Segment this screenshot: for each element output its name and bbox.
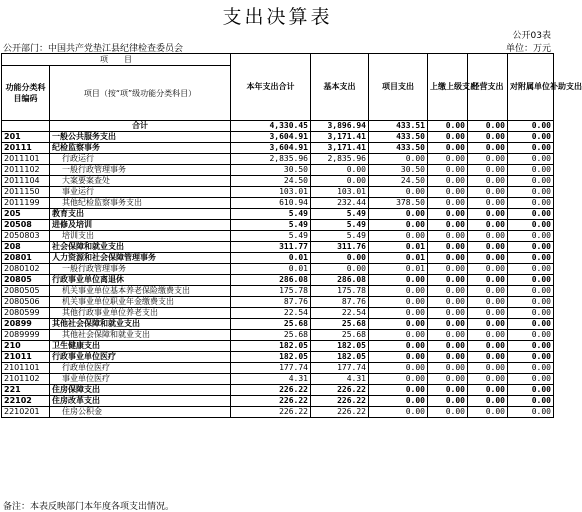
- cell-name: 事业运行: [50, 187, 231, 198]
- expenditure-table: [1, 53, 582, 418]
- cell-total: 87.76: [231, 297, 311, 308]
- cell-total: 5.49: [231, 231, 311, 242]
- cell-project: 0.00: [369, 220, 428, 231]
- cell-business: 0.00: [468, 253, 508, 264]
- cell-total: 4.31: [231, 374, 311, 385]
- cell-upper: 0.00: [428, 374, 468, 385]
- cell-project: 0.01: [369, 242, 428, 253]
- cell-upper: 0.00: [428, 330, 468, 341]
- cell-basic: 232.44: [311, 198, 369, 209]
- cell-basic: 22.54: [311, 308, 369, 319]
- cell-total: 3,604.91: [231, 143, 311, 154]
- cell-total: 226.22: [231, 396, 311, 407]
- cell-project: 0.00: [369, 154, 428, 165]
- cell-project: 30.50: [369, 165, 428, 176]
- cell-upper: 0.00: [428, 264, 468, 275]
- cell-code: 2011102: [2, 165, 50, 176]
- cell-project: 24.50: [369, 176, 428, 187]
- cell-upper: 0.00: [428, 143, 468, 154]
- cell-total: 226.22: [231, 407, 311, 418]
- cell-subsidy: 0.00: [508, 132, 554, 143]
- cell-subsidy: 0.00: [508, 352, 554, 363]
- cell-basic: 182.05: [311, 341, 369, 352]
- cell-total: 25.68: [231, 319, 311, 330]
- cell-code: 210: [2, 341, 50, 352]
- table-row: [2, 319, 554, 330]
- cell-upper: 0.00: [428, 231, 468, 242]
- cell-subsidy: 0.00: [508, 363, 554, 374]
- table-row: [2, 396, 554, 407]
- cell-total: 0.01: [231, 264, 311, 275]
- cell-business: 0.00: [468, 319, 508, 330]
- cell-code: [2, 121, 50, 132]
- cell-business: 0.00: [468, 231, 508, 242]
- cell-total: 25.68: [231, 330, 311, 341]
- cell-code: 2101102: [2, 374, 50, 385]
- cell-basic: 0.00: [311, 176, 369, 187]
- cell-subsidy: 0.00: [508, 407, 554, 418]
- cell-name: 事业单位医疗: [50, 374, 231, 385]
- cell-name: 一般行政管理事务: [50, 264, 231, 275]
- cell-name: 卫生健康支出: [50, 341, 231, 352]
- cell-subsidy: 0.00: [508, 275, 554, 286]
- cell-name: 一般公共服务支出: [50, 132, 231, 143]
- cell-subsidy: 0.00: [508, 385, 554, 396]
- cell-subsidy: 0.00: [508, 231, 554, 242]
- cell-code: 205: [2, 209, 50, 220]
- cell-upper: 0.00: [428, 319, 468, 330]
- cell-subsidy: 0.00: [508, 319, 554, 330]
- cell-subsidy: 0.00: [508, 396, 554, 407]
- cell-business: 0.00: [468, 165, 508, 176]
- cell-upper: 0.00: [428, 352, 468, 363]
- cell-name: 行政运行: [50, 154, 231, 165]
- cell-business: 0.00: [468, 198, 508, 209]
- cell-total: 0.01: [231, 253, 311, 264]
- cell-name: 进修及培训: [50, 220, 231, 231]
- cell-basic: 87.76: [311, 297, 369, 308]
- cell-name: 其他社会保障和就业支出: [50, 319, 231, 330]
- cell-business: 0.00: [468, 187, 508, 198]
- cell-project: 0.00: [369, 363, 428, 374]
- cell-basic: 286.08: [311, 275, 369, 286]
- cell-subsidy: 0.00: [508, 297, 554, 308]
- cell-name: 行政事业单位离退休: [50, 275, 231, 286]
- table-row: [2, 352, 554, 363]
- cell-upper: 0.00: [428, 275, 468, 286]
- header-name: 项目（按“项”级功能分类科目）: [50, 66, 231, 121]
- cell-total: 5.49: [231, 209, 311, 220]
- cell-business: 0.00: [468, 308, 508, 319]
- cell-code: 2101101: [2, 363, 50, 374]
- cell-subsidy: 0.00: [508, 253, 554, 264]
- cell-code: 2089999: [2, 330, 50, 341]
- cell-subsidy: 0.00: [508, 286, 554, 297]
- table-row: [2, 220, 554, 231]
- cell-total: 3,604.91: [231, 132, 311, 143]
- cell-subsidy: 0.00: [508, 242, 554, 253]
- cell-project: 0.01: [369, 264, 428, 275]
- cell-name: 行政事业单位医疗: [50, 352, 231, 363]
- cell-business: 0.00: [468, 209, 508, 220]
- cell-upper: 0.00: [428, 220, 468, 231]
- cell-code: 2210201: [2, 407, 50, 418]
- cell-basic: 182.05: [311, 352, 369, 363]
- cell-subsidy: 0.00: [508, 341, 554, 352]
- cell-subsidy: 0.00: [508, 121, 554, 132]
- cell-total: 182.05: [231, 341, 311, 352]
- cell-project: 378.50: [369, 198, 428, 209]
- cell-code: 2080599: [2, 308, 50, 319]
- cell-total: 22.54: [231, 308, 311, 319]
- table-row: [2, 275, 554, 286]
- cell-code: 2011150: [2, 187, 50, 198]
- cell-code: 20805: [2, 275, 50, 286]
- cell-upper: 0.00: [428, 396, 468, 407]
- table-row: [2, 341, 554, 352]
- cell-total: 286.08: [231, 275, 311, 286]
- cell-upper: 0.00: [428, 176, 468, 187]
- cell-code: 22102: [2, 396, 50, 407]
- cell-name: 住房保障支出: [50, 385, 231, 396]
- cell-project: 0.00: [369, 275, 428, 286]
- cell-code: 2080102: [2, 264, 50, 275]
- cell-name: 人力资源和社会保障管理事务: [50, 253, 231, 264]
- cell-project: 0.00: [369, 231, 428, 242]
- header-total: 本年支出合计: [231, 54, 311, 121]
- header-code: 功能分类科目编码: [2, 66, 50, 121]
- cell-business: 0.00: [468, 297, 508, 308]
- cell-business: 0.00: [468, 176, 508, 187]
- cell-business: 0.00: [468, 363, 508, 374]
- table-row: [2, 297, 554, 308]
- cell-upper: 0.00: [428, 385, 468, 396]
- cell-project: 433.50: [369, 143, 428, 154]
- cell-project: 0.00: [369, 374, 428, 385]
- cell-basic: 0.00: [311, 264, 369, 275]
- cell-upper: 0.00: [428, 242, 468, 253]
- cell-basic: 5.49: [311, 209, 369, 220]
- cell-total: 2,835.96: [231, 154, 311, 165]
- cell-subsidy: 0.00: [508, 165, 554, 176]
- cell-business: 0.00: [468, 264, 508, 275]
- cell-subsidy: 0.00: [508, 187, 554, 198]
- table-row: [2, 154, 554, 165]
- cell-code: 20111: [2, 143, 50, 154]
- cell-basic: 103.01: [311, 187, 369, 198]
- cell-name: 其他社会保障和就业支出: [50, 330, 231, 341]
- header-business: 经营支出: [468, 54, 508, 121]
- cell-project: 0.00: [369, 385, 428, 396]
- cell-name: 行政单位医疗: [50, 363, 231, 374]
- cell-name: 其他纪检监察事务支出: [50, 198, 231, 209]
- cell-project: 433.50: [369, 132, 428, 143]
- cell-business: 0.00: [468, 132, 508, 143]
- cell-total: 182.05: [231, 352, 311, 363]
- cell-total: 177.74: [231, 363, 311, 374]
- cell-upper: 0.00: [428, 209, 468, 220]
- table-row: [2, 242, 554, 253]
- cell-name: 合计: [50, 121, 231, 132]
- cell-upper: 0.00: [428, 341, 468, 352]
- table-row: [2, 176, 554, 187]
- cell-name: 培训支出: [50, 231, 231, 242]
- table-row: [2, 330, 554, 341]
- cell-subsidy: 0.00: [508, 143, 554, 154]
- cell-project: 0.01: [369, 253, 428, 264]
- cell-code: 20899: [2, 319, 50, 330]
- header-upper: 上缴上级支出: [428, 54, 468, 121]
- cell-basic: 0.00: [311, 253, 369, 264]
- cell-subsidy: 0.00: [508, 308, 554, 319]
- cell-code: 201: [2, 132, 50, 143]
- cell-code: 2050803: [2, 231, 50, 242]
- cell-total: 5.49: [231, 220, 311, 231]
- cell-project: 0.00: [369, 187, 428, 198]
- cell-subsidy: 0.00: [508, 154, 554, 165]
- cell-basic: 177.74: [311, 363, 369, 374]
- cell-basic: 175.78: [311, 286, 369, 297]
- table-row: [2, 264, 554, 275]
- cell-name: 机关事业单位基本养老保险缴费支出: [50, 286, 231, 297]
- table-row: [2, 187, 554, 198]
- cell-total: 175.78: [231, 286, 311, 297]
- page-title: 支出决算表: [222, 6, 333, 28]
- cell-basic: 226.22: [311, 396, 369, 407]
- cell-project: 0.00: [369, 209, 428, 220]
- table-row: [2, 253, 554, 264]
- cell-name: 纪检监察事务: [50, 143, 231, 154]
- cell-subsidy: 0.00: [508, 176, 554, 187]
- table-row: [2, 374, 554, 385]
- cell-project: 0.00: [369, 308, 428, 319]
- cell-upper: 0.00: [428, 363, 468, 374]
- cell-upper: 0.00: [428, 308, 468, 319]
- cell-name: 社会保障和就业支出: [50, 242, 231, 253]
- header-subsidy: 对附属单位补助支出: [508, 54, 554, 121]
- cell-basic: 3,896.94: [311, 121, 369, 132]
- table-row: [2, 198, 554, 209]
- cell-total: 4,330.45: [231, 121, 311, 132]
- cell-name: 大案要案查处: [50, 176, 231, 187]
- cell-subsidy: 0.00: [508, 330, 554, 341]
- cell-project: 433.51: [369, 121, 428, 132]
- cell-code: 20801: [2, 253, 50, 264]
- cell-business: 0.00: [468, 143, 508, 154]
- cell-business: 0.00: [468, 286, 508, 297]
- cell-business: 0.00: [468, 407, 508, 418]
- cell-code: 208: [2, 242, 50, 253]
- cell-project: 0.00: [369, 352, 428, 363]
- cell-total: 30.50: [231, 165, 311, 176]
- cell-project: 0.00: [369, 396, 428, 407]
- cell-upper: 0.00: [428, 407, 468, 418]
- cell-name: 住房公积金: [50, 407, 231, 418]
- cell-name: 教育支出: [50, 209, 231, 220]
- cell-subsidy: 0.00: [508, 209, 554, 220]
- department-label: 公开部门：中国共产党垫江县纪律检查委员会: [3, 44, 184, 54]
- cell-business: 0.00: [468, 154, 508, 165]
- cell-upper: 0.00: [428, 154, 468, 165]
- cell-code: 221: [2, 385, 50, 396]
- table-row: [2, 231, 554, 242]
- cell-basic: 25.68: [311, 319, 369, 330]
- cell-basic: 226.22: [311, 385, 369, 396]
- cell-business: 0.00: [468, 341, 508, 352]
- cell-name: 住房改革支出: [50, 396, 231, 407]
- cell-business: 0.00: [468, 396, 508, 407]
- cell-business: 0.00: [468, 330, 508, 341]
- cell-code: 2011199: [2, 198, 50, 209]
- total-row: [2, 121, 554, 132]
- cell-project: 0.00: [369, 319, 428, 330]
- cell-total: 103.01: [231, 187, 311, 198]
- cell-code: 2011101: [2, 154, 50, 165]
- cell-basic: 2,835.96: [311, 154, 369, 165]
- cell-subsidy: 0.00: [508, 374, 554, 385]
- cell-project: 0.00: [369, 341, 428, 352]
- cell-subsidy: 0.00: [508, 220, 554, 231]
- table-row: [2, 363, 554, 374]
- header-project: 项目支出: [369, 54, 428, 121]
- table-row: [2, 308, 554, 319]
- cell-basic: 3,171.41: [311, 143, 369, 154]
- unit-label: 单位：万元: [505, 44, 551, 54]
- cell-upper: 0.00: [428, 253, 468, 264]
- cell-business: 0.00: [468, 352, 508, 363]
- table-row: [2, 209, 554, 220]
- table-row: [2, 143, 554, 154]
- cell-basic: 4.31: [311, 374, 369, 385]
- header-item-group: 项 目: [2, 54, 231, 66]
- cell-upper: 0.00: [428, 121, 468, 132]
- cell-code: 2080505: [2, 286, 50, 297]
- cell-project: 0.00: [369, 297, 428, 308]
- cell-name: 一般行政管理事务: [50, 165, 231, 176]
- header-basic: 基本支出: [311, 54, 369, 121]
- cell-project: 0.00: [369, 286, 428, 297]
- cell-subsidy: 0.00: [508, 198, 554, 209]
- cell-code: 20508: [2, 220, 50, 231]
- cell-basic: 5.49: [311, 231, 369, 242]
- cell-upper: 0.00: [428, 297, 468, 308]
- cell-project: 0.00: [369, 330, 428, 341]
- cell-basic: 226.22: [311, 407, 369, 418]
- cell-total: 24.50: [231, 176, 311, 187]
- cell-code: 2011104: [2, 176, 50, 187]
- cell-upper: 0.00: [428, 286, 468, 297]
- cell-name: 机关事业单位职业年金缴费支出: [50, 297, 231, 308]
- table-row: [2, 165, 554, 176]
- cell-code: 21011: [2, 352, 50, 363]
- cell-business: 0.00: [468, 385, 508, 396]
- cell-project: 0.00: [369, 407, 428, 418]
- cell-name: 其他行政事业单位养老支出: [50, 308, 231, 319]
- cell-total: 610.94: [231, 198, 311, 209]
- table-row: [2, 385, 554, 396]
- table-row: [2, 407, 554, 418]
- cell-business: 0.00: [468, 242, 508, 253]
- cell-upper: 0.00: [428, 198, 468, 209]
- cell-business: 0.00: [468, 220, 508, 231]
- table-row: [2, 286, 554, 297]
- cell-basic: 0.00: [311, 165, 369, 176]
- cell-upper: 0.00: [428, 187, 468, 198]
- cell-business: 0.00: [468, 121, 508, 132]
- cell-code: 2080506: [2, 297, 50, 308]
- cell-basic: 25.68: [311, 330, 369, 341]
- cell-total: 311.77: [231, 242, 311, 253]
- footnote: 备注：本表反映部门本年度各项支出情况。: [3, 502, 175, 512]
- cell-upper: 0.00: [428, 165, 468, 176]
- cell-business: 0.00: [468, 275, 508, 286]
- cell-upper: 0.00: [428, 132, 468, 143]
- cell-total: 226.22: [231, 385, 311, 396]
- cell-subsidy: 0.00: [508, 264, 554, 275]
- form-number: 公开03表: [512, 31, 551, 41]
- cell-business: 0.00: [468, 374, 508, 385]
- table-row: [2, 132, 554, 143]
- cell-basic: 3,171.41: [311, 132, 369, 143]
- cell-basic: 311.76: [311, 242, 369, 253]
- cell-basic: 5.49: [311, 220, 369, 231]
